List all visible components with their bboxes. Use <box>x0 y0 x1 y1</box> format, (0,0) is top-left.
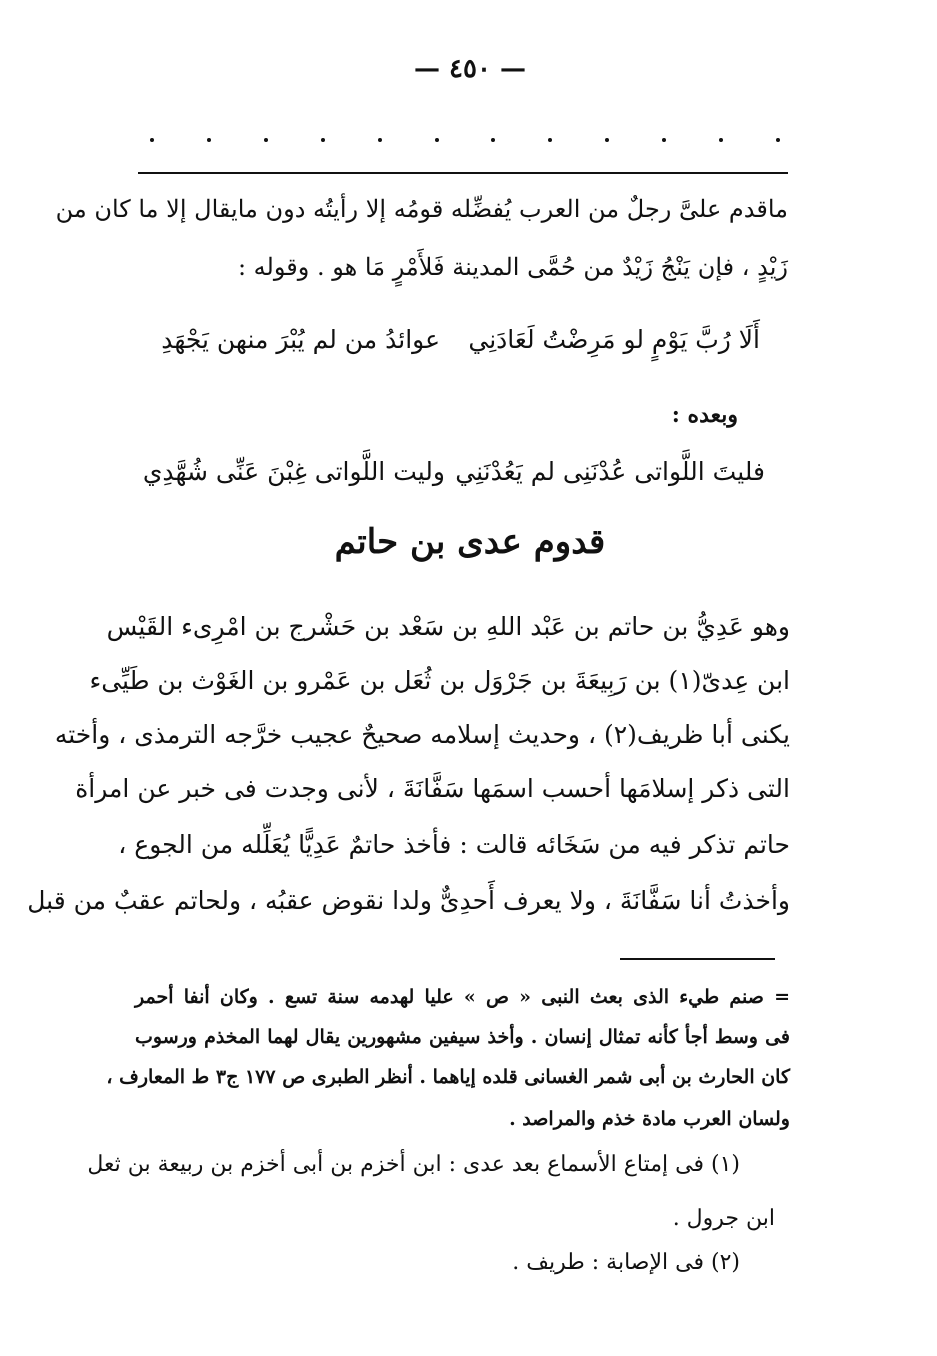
page-number: — ٤٥٠ — <box>413 54 527 84</box>
header-dot-ornament <box>150 138 780 142</box>
verse-1-second-hemistich: عوائدُ من لم يُبْرَ منهن يَجْهَدِ <box>161 325 440 354</box>
footnote-continued-line-2: فى وسط أجأ كأنه تمثال إنسان . وأخذ سيفين مشهورين يقال لهما المخذم ورسوب <box>135 1026 790 1048</box>
body-line-4: التى ذكر إسلامَها أحسب اسمَها سَفَّانَةَ ، لأنى وجدت فى خبر عن امرأة <box>75 774 790 803</box>
verse-2-first-hemistich: فليتَ اللَّواتى عُدْنَنِى لم يَعُدْنَنِي <box>455 457 765 486</box>
verse-2-intro: وبعده : <box>671 402 738 428</box>
verse-2-second-hemistich: وليت اللَّواتى غِبْنَ عَنِّى شُهَّدِي <box>142 457 445 486</box>
body-line-1: وهو عَدِيُّ بن حاتم بن عَبْد اللهِ بن سَعْد بن حَشْرج بن امْرِىء القَيْس <box>106 612 790 641</box>
footnote-1-line-2: ابن جرول . <box>672 1206 775 1231</box>
top-paragraph-line-2: زَيْدٍ ، فإن يَنْجُ زَيْدٌ من حُمَّى المدينة فَلأَمْرٍ مَا هو . وقوله : <box>237 253 788 281</box>
footnote-2: (٢) فى الإصابة : طريف . <box>512 1250 740 1275</box>
footnote-1-line-1: (١) فى إمتاع الأسماع بعد عدى : ابن أخزم بن أبى أخزم بن ربيعة بن ثعل <box>87 1152 740 1177</box>
verse-1-first-hemistich: أَلَا رُبَّ يَوْمٍ لو مَرِضْتُ لَعَادَنِي <box>468 325 760 354</box>
footnote-continued-line-1: = صنم طيء الذى بعث النبى « ص » عليا لهدمه سنة تسع . وكان أنفا أحمر <box>135 986 790 1008</box>
footnote-continued-line-4: ولسان العرب مادة خذم والمراصد . <box>509 1108 790 1130</box>
header-rule <box>138 172 788 174</box>
section-title: قدوم عدى بن حاتم <box>334 522 606 562</box>
body-line-3: يكنى أبا ظريف(٢) ، وحديث إسلامه صحيحٌ عجيب خرَّجه الترمذى ، وأخته <box>54 720 790 749</box>
footnote-continued-line-3: كان الحارث بن أبى شمر الغسانى قلده إياهما . أنظر الطبرى ص ١٧٧ ج٣ ط المعارف ، <box>106 1066 790 1088</box>
body-line-2: ابن عِدىّ(١) بن رَبِيعَةَ بن جَرْوَل بن ثُعَل بن عَمْرو بن الغَوْث بن طَيِّىء <box>89 666 790 695</box>
top-paragraph-line-1: ماقدم علىَّ رجلٌ من العرب يُفضِّله قومُه إلا رأيتُه دون مايقال إلا ما كان من <box>55 195 788 223</box>
body-line-6: وأخذتُ أنا سَفَّانَةَ ، ولا يعرف أَحدِىٌّ ولدا نقوض عقبُه ، ولحاتم عقبٌ من قبل <box>27 886 790 915</box>
footnote-separator <box>620 958 775 960</box>
body-line-5: حاتم تذكر فيه من سَخَائه قالت : فأخذ حاتمٌ عَدِيًّا يُعَلِّله من الجوع ، <box>118 830 790 859</box>
